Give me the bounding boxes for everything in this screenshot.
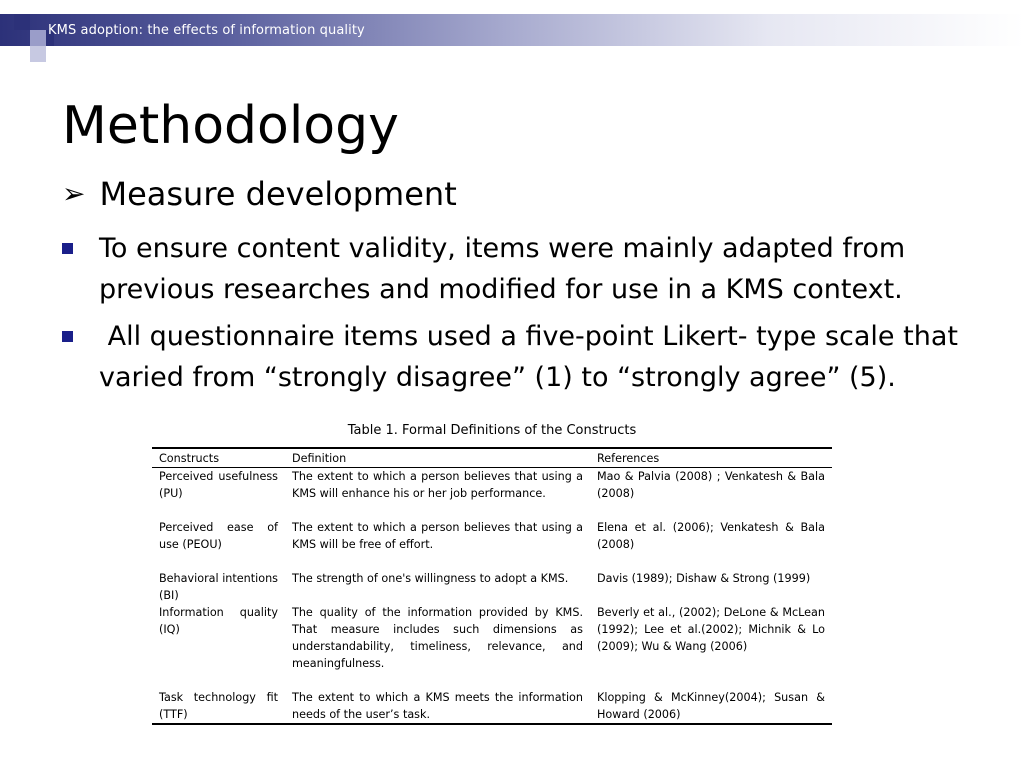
column-header: Constructs bbox=[152, 448, 285, 468]
spacer-row bbox=[152, 672, 832, 689]
slide-header: KMS adoption: the effects of information quality bbox=[48, 23, 365, 38]
decorative-square bbox=[14, 14, 30, 30]
references-cell: Davis (1989); Dishaw & Strong (1999) bbox=[597, 572, 811, 585]
subheading bbox=[62, 175, 457, 213]
references-cell: Elena et al. (2006); Venkatesh & Bala (2008) bbox=[597, 521, 825, 551]
square-bullet-icon bbox=[62, 243, 73, 254]
table-row bbox=[152, 519, 832, 553]
table-row bbox=[152, 689, 832, 724]
construct-cell: Behavioral intentions (BI) bbox=[159, 572, 279, 602]
table-row bbox=[152, 570, 832, 604]
bullet-text: To ensure content validity, items were mainly adapted from previous researches and modified for use in a KMS context. bbox=[99, 233, 906, 305]
bullet-item bbox=[62, 228, 1002, 310]
definitions-table bbox=[152, 447, 832, 725]
table-caption: Table 1. Formal Definitions of the Constructs bbox=[347, 423, 637, 438]
construct-cell: Perceived usefulness (PU) bbox=[159, 470, 278, 500]
bullet-list bbox=[62, 228, 1002, 404]
column-header: References bbox=[590, 448, 832, 468]
construct-cell: Task technology fit (TTF) bbox=[152, 689, 285, 724]
references-cell: Mao & Palvia (2008) ; Venkatesh & Bala (2008) bbox=[597, 470, 825, 500]
arrow-bullet-icon: ➢ bbox=[62, 177, 86, 211]
square-bullet-icon bbox=[62, 331, 73, 342]
subheading-text: Measure development bbox=[99, 175, 457, 213]
construct-cell: Information quality (IQ) bbox=[159, 606, 278, 636]
definition-cell: The extent to which a KMS meets the information needs of the user’s task. bbox=[285, 689, 590, 724]
table-header-row bbox=[152, 448, 832, 468]
column-header: Definition bbox=[285, 448, 590, 468]
table-row bbox=[152, 604, 832, 672]
page-title: Methodology bbox=[62, 96, 399, 156]
spacer-row bbox=[152, 553, 832, 570]
definition-cell: The extent to which a person believes that using a KMS will enhance his or her job performance. bbox=[292, 470, 583, 500]
references-cell: Beverly et al., (2002); DeLone & McLean (1992); Lee et al.(2002); Michnik & Lo (2009); Wu & Wang (2006) bbox=[597, 606, 825, 653]
decorative-square bbox=[30, 30, 46, 46]
references-cell: Klopping & McKinney(2004); Susan & Howard (2006) bbox=[590, 689, 832, 724]
bullet-item bbox=[62, 316, 1002, 398]
definition-cell: The strength of one's willingness to adopt a KMS. bbox=[292, 572, 569, 585]
table-row bbox=[152, 468, 832, 503]
bullet-text: All questionnaire items used a five-point Likert- type scale that varied from “strongly disagree” (1) to “strongly agree” (5). bbox=[99, 321, 967, 393]
definition-cell: The quality of the information provided by KMS. That measure includes such dimensions as understandability, timeliness, relevance, and meaningfulness. bbox=[292, 606, 583, 670]
definition-cell: The extent to which a person believes that using a KMS will be free of effort. bbox=[292, 521, 583, 551]
spacer-row bbox=[152, 502, 832, 519]
decorative-square bbox=[30, 46, 46, 62]
construct-cell: Perceived ease of use (PEOU) bbox=[159, 521, 278, 551]
